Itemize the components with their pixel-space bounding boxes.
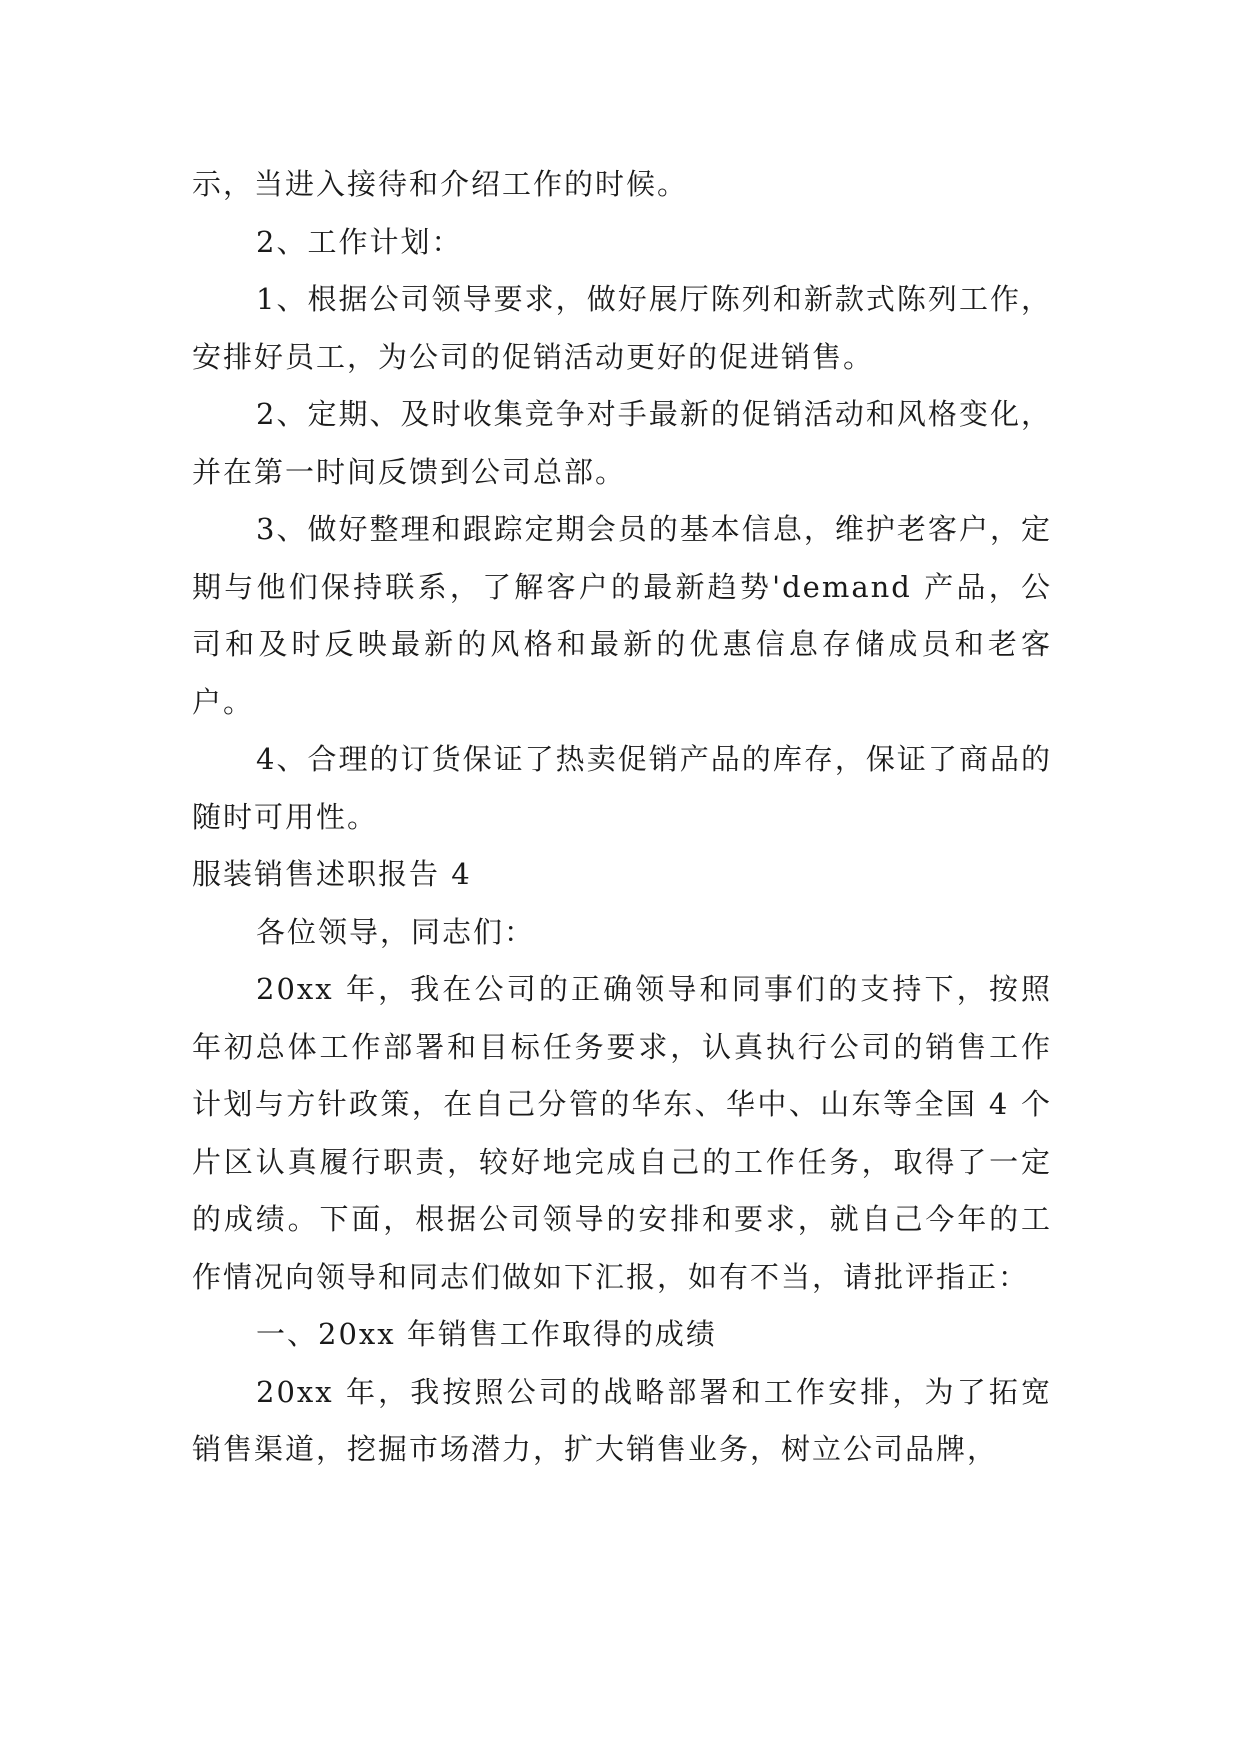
paragraph-continuation: 示，当进入接待和介绍工作的时候。 <box>192 167 689 201</box>
paragraph-plan-item-2: 2、定期、及时收集竞争对手最新的促销活动和风格变化，并在第一时间反馈到公司总部。 <box>192 397 1052 489</box>
document-body <box>192 156 1052 1479</box>
paragraph-intro: 20xx 年，我在公司的正确领导和同事们的支持下，按照年初总体工作部署和目标任务要求，认真执行公司的销售工作计划与方针政策，在自己分管的华东、华中、山东等全国 4 个片区认真履行职责，较好地完成自己的工作任务，取得了一定的成绩。下面，根据公司领导的安排和要求，就自己今年的工作情况向领导和同志们做如下汇报，如有不当，请批评指正： <box>192 972 1052 1294</box>
paragraph-salutation: 各位领导，同志们： <box>256 914 536 949</box>
paragraph-achievements: 20xx 年，我按照公司的战略部署和工作安排，为了拓宽销售渠道，挖掘市场潜力，扩大销售业务，树立公司品牌， <box>192 1374 1052 1466</box>
section-heading: 服装销售述职报告 4 <box>192 857 472 891</box>
paragraph-plan-item-3: 3、做好整理和跟踪定期会员的基本信息，维护老客户，定期与他们保持联系，了解客户的最新趋势'demand 产品，公司和及时反映最新的风格和最新的优惠信息存储成员和老客户。 <box>192 512 1052 719</box>
paragraph-plan-item-1: 1、根据公司领导要求，做好展厅陈列和新款式陈列工作，安排好员工，为公司的促销活动更好的促进销售。 <box>192 282 1052 374</box>
paragraph-work-plan-title: 2、工作计划： <box>256 224 463 259</box>
paragraph-plan-item-4: 4、合理的订货保证了热卖促销产品的库存，保证了商品的随时可用性。 <box>192 742 1052 834</box>
paragraph-subheading: 一、20xx 年销售工作取得的成绩 <box>256 1317 717 1351</box>
